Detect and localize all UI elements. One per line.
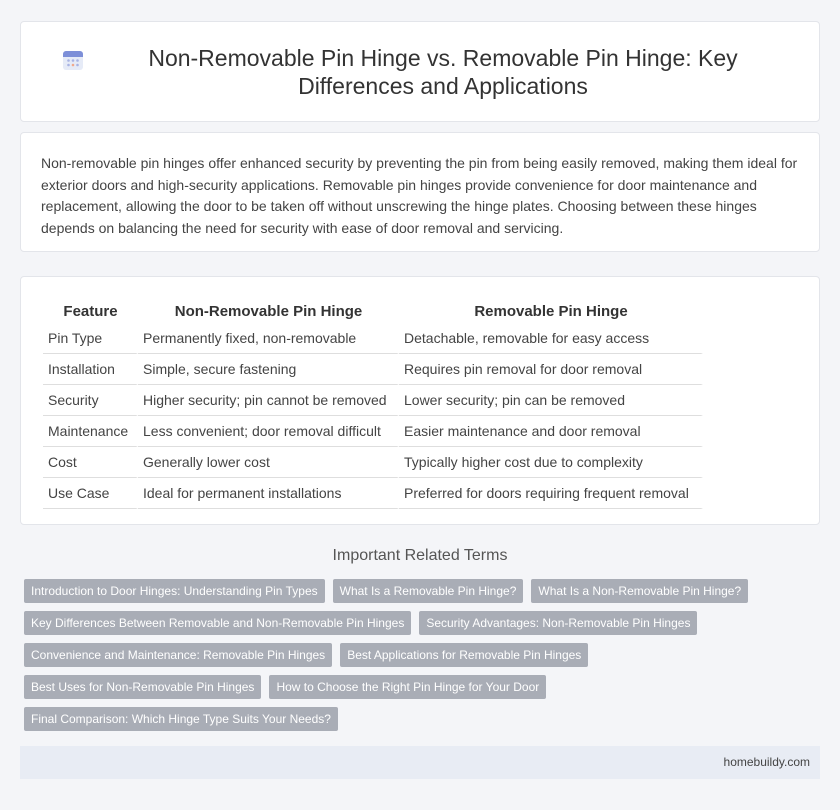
non-removable-cell: Permanently fixed, non-removable xyxy=(138,323,399,354)
related-term-tag[interactable]: Best Uses for Non-Removable Pin Hinges xyxy=(24,675,261,699)
table-row xyxy=(43,354,703,385)
related-term-tag[interactable]: Key Differences Between Removable and Non-Removable Pin Hinges xyxy=(24,611,411,635)
feature-cell: Maintenance xyxy=(43,416,138,447)
removable-cell: Easier maintenance and door removal xyxy=(399,416,703,447)
related-terms-list xyxy=(24,579,804,739)
related-terms-heading: Important Related Terms xyxy=(332,547,508,564)
related-term-tag[interactable]: What Is a Removable Pin Hinge? xyxy=(333,579,524,603)
related-term-tag[interactable]: Security Advantages: Non-Removable Pin Hinges xyxy=(419,611,697,635)
related-term-tag[interactable]: How to Choose the Right Pin Hinge for Your Door xyxy=(269,675,546,699)
intro-card xyxy=(20,132,820,252)
table-row xyxy=(43,323,703,354)
non-removable-cell: Generally lower cost xyxy=(138,447,399,478)
removable-cell: Detachable, removable for easy access xyxy=(399,323,703,354)
table-row xyxy=(43,385,703,416)
removable-cell: Lower security; pin can be removed xyxy=(399,385,703,416)
non-removable-cell: Ideal for permanent installations xyxy=(138,478,399,509)
non-removable-cell: Higher security; pin cannot be removed xyxy=(138,385,399,416)
feature-cell: Installation xyxy=(43,354,138,385)
related-term-tag[interactable]: Introduction to Door Hinges: Understanding Pin Types xyxy=(24,579,325,603)
table-row xyxy=(43,447,703,478)
title-wrap xyxy=(21,44,819,100)
comparison-card xyxy=(20,276,820,525)
feature-cell: Use Case xyxy=(43,478,138,509)
related-term-tag[interactable]: What Is a Non-Removable Pin Hinge? xyxy=(531,579,748,603)
column-header-non-removable: Non-Removable Pin Hinge xyxy=(174,303,363,320)
column-header-removable: Removable Pin Hinge xyxy=(474,303,628,320)
title-card xyxy=(20,21,820,122)
table-row xyxy=(43,416,703,447)
site-credit[interactable]: homebuildy.com xyxy=(723,755,810,769)
related-term-tag[interactable]: Convenience and Maintenance: Removable Pin Hinges xyxy=(24,643,332,667)
non-removable-cell: Less convenient; door removal difficult xyxy=(138,416,399,447)
table-row xyxy=(43,478,703,509)
page-title: Non-Removable Pin Hinge vs. Removable Pin Hinge: Key Differences and Applications xyxy=(148,44,738,99)
calendar-icon xyxy=(61,48,85,72)
related-term-tag[interactable]: Best Applications for Removable Pin Hinges xyxy=(340,643,588,667)
removable-cell: Requires pin removal for door removal xyxy=(399,354,703,385)
related-term-tag[interactable]: Final Comparison: Which Hinge Type Suits Your Needs? xyxy=(24,707,338,731)
feature-cell: Cost xyxy=(43,447,138,478)
table-header-row xyxy=(43,292,703,323)
feature-cell: Pin Type xyxy=(43,323,138,354)
feature-cell: Security xyxy=(43,385,138,416)
removable-cell: Typically higher cost due to complexity xyxy=(399,447,703,478)
footer xyxy=(20,746,820,779)
column-header-feature: Feature xyxy=(63,303,118,320)
non-removable-cell: Simple, secure fastening xyxy=(138,354,399,385)
removable-cell: Preferred for doors requiring frequent removal xyxy=(399,478,703,509)
comparison-table xyxy=(43,292,703,509)
intro-paragraph: Non-removable pin hinges offer enhanced security by preventing the pin from being easily removed, making them ideal for exterior doors and high-security applications. Removable pin hinges provide convenience for door maintenance and replacement, allowing the door to be taken off without unscrewing the hinge plates. Choosing between these hinges depends on balancing the need for security with ease of door removal and servicing. xyxy=(41,155,798,236)
